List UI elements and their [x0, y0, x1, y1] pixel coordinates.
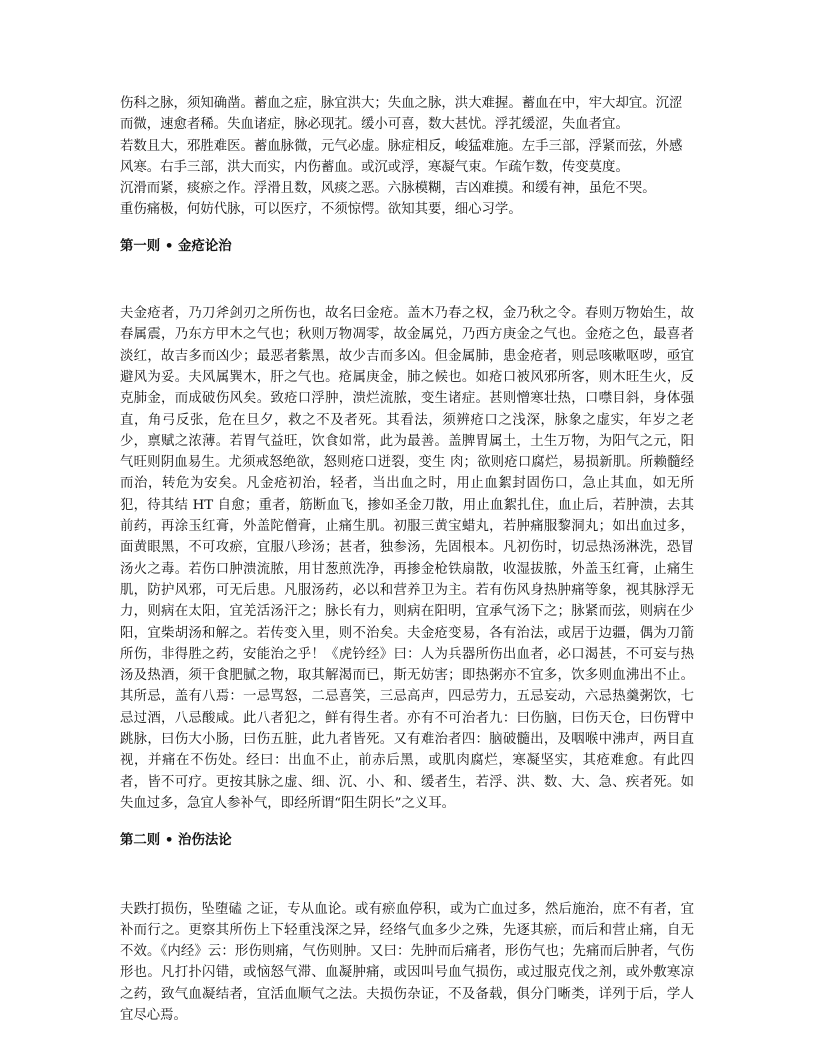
intro-paragraph: 若数且大，邪胜难医。蓄血脉微，元气必虚。脉症相反，峻猛难施。左手三部，浮紧而弦，外感风寒。右手三部，洪大而实，内伤蓄血。或沉或浮，寒凝气束。乍疏乍数，传变莫度。 [120, 138, 683, 175]
intro-paragraph: 重伤痛极，何妨代脉，可以医疗，不须惊愕。欲知其要，细心习学。 [120, 202, 522, 218]
section-2-heading: 第二则 • 治伤法论 [120, 832, 232, 849]
intro-paragraph: 沉滑而紧，痰瘀之作。浮滑且数，风痰之恶。六脉模糊，吉凶难摸。和缓有神，虽危不哭。 [120, 181, 656, 197]
document-page [120, 93, 694, 1026]
section-2-body: 夫跌打损伤，坠堕磕 之证，专从血论。或有瘀血停积，或为亡血过多，然后施治，庶不有者，宜补而行之。更察其所伤上下轻重浅深之异，经络气血多少之殊，先逐其瘀，而后和营止痛，自无不效。《内经》云：形伤则痛，气伤则肿。又曰：先肿而后痛者，形伤气也；先痛而后肿者，气伤形也。凡打扑闪错，或恼怒气滞、血凝肿痛，或因叫号血气损伤，或过服克伐之剂，或外敷寒凉之药，致气血凝结者，宜活血顺气之法。夫损伤杂证，不及备载，俱分门晰类，详列于后，学人宜尽心焉。 [120, 901, 694, 1023]
section-1-heading: 第一则 • 金疮论治 [120, 237, 232, 254]
section-1-body: 夫金疮者，乃刀斧剑刃之所伤也，故名曰金疮。盖木乃春之权，金乃秋之令。春则万物始生，故春属震，乃东方甲木之气也；秋则万物凋零，故金属兑，乃西方庚金之气也。金疮之色，最喜者淡红，故吉多而凶少；最恶者紫黑，故少吉而多凶。但金属肺，患金疮者，则忌咳嗽呕哕，亟宜避风为妥。夫风属巽木，肝之气也。疮属庚金，肺之候也。如疮口被风邪所客，则木旺生火，反克肺金，而成破伤风矣。致疮口浮肿，溃烂流脓，变生诸症。甚则憎寒壮热，口噤目斜，身体强直，角弓反张，危在旦夕，救之不及者死。其看法，须辨疮口之浅深，脉象之虚实，年岁之老少，禀赋之浓薄。若胃气益旺，饮食如常，此为最善。盖脾胃属土，土生万物，为阳气之元，阳气旺则阴血易生。尤须戒怒绝欲，怒则疮口迸裂，变生 肉；欲则疮口腐烂，易损新肌。所赖髓经而治，转危为安矣。凡金疮初治，轻者，当出血之时，用止血絮封固伤口，急止其血，如无所犯，待其结 HT 自愈；重者，筋断血飞，掺如圣金刀散，用止血絮扎住，血止后，若肿溃，去其前药，再涂玉红膏，外盖陀僧膏，止痛生肌。初服三黄宝蜡丸，若肿痛服黎洞丸；如出血过多，面黄眼黑，不可攻瘀，宜服八珍汤；甚者，独参汤，先固根本。凡初伤时，切忌热汤淋洗，恐冒汤火之毒。若伤口肿溃流脓，用甘葱煎洗净，再掺金枪铁扇散，收湿拔脓，外盖玉红膏，止痛生肌，防护风邪，可无后患。凡服汤药，必以和营养卫为主。若有伤风身热肿痛等象，视其脉浮无力，则病在太阳，宜羌活汤汗之；脉长有力，则病在阳明，宜承气汤下之；脉紧而弦，则病在少阳，宜柴胡汤和解之。若传变入里，则不治矣。夫金疮变易，各有治法，或居于边疆，偶为刀箭所伤，非得胜之药，安能治之乎！《虎钤经》曰：人为兵器所伤出血者，必口渴甚，不可妄与热汤及热酒，须干食肥腻之物，取其解渴而已，斯无妨害；即热粥亦不宜多，饮多则血沸出不止。其所忌，盖有八焉：一忌骂怒，二忌喜笑，三忌高声，四忌劳力，五忌妄动，六忌热羹粥饮，七忌过酒，八忌酸咸。此八者犯之，鲜有得生者。亦有不可治者九：曰伤脑，曰伤天仓，曰伤臂中跳脉，曰伤大小肠，曰伤五脏，此九者皆死。又有难治者四：脑破髓出，及咽喉中沸声，两目直视，并痛在不伤处。经曰：出血不止，前赤后黑，或肌肉腐烂，寒凝坚实，其疮难愈。有此四者，皆不可疗。更按其脉之虚、细、沉、小、和、缓者生，若浮、洪、数、大、急、疾者死。如失血过多，急宜人参补气，即经所谓“阳生阴长”之义耳。 [120, 306, 694, 811]
intro-verse [120, 93, 694, 221]
intro-paragraph: 伤科之脉，须知确凿。蓄血之症，脉宜洪大；失血之脉，洪大难握。蓄血在中，牢大却宜。沉涩而微，速愈者稀。失血诸症，脉必现芤。缓小可喜，数大甚忧。浮芤缓涩，失血者宜。 [120, 96, 683, 133]
